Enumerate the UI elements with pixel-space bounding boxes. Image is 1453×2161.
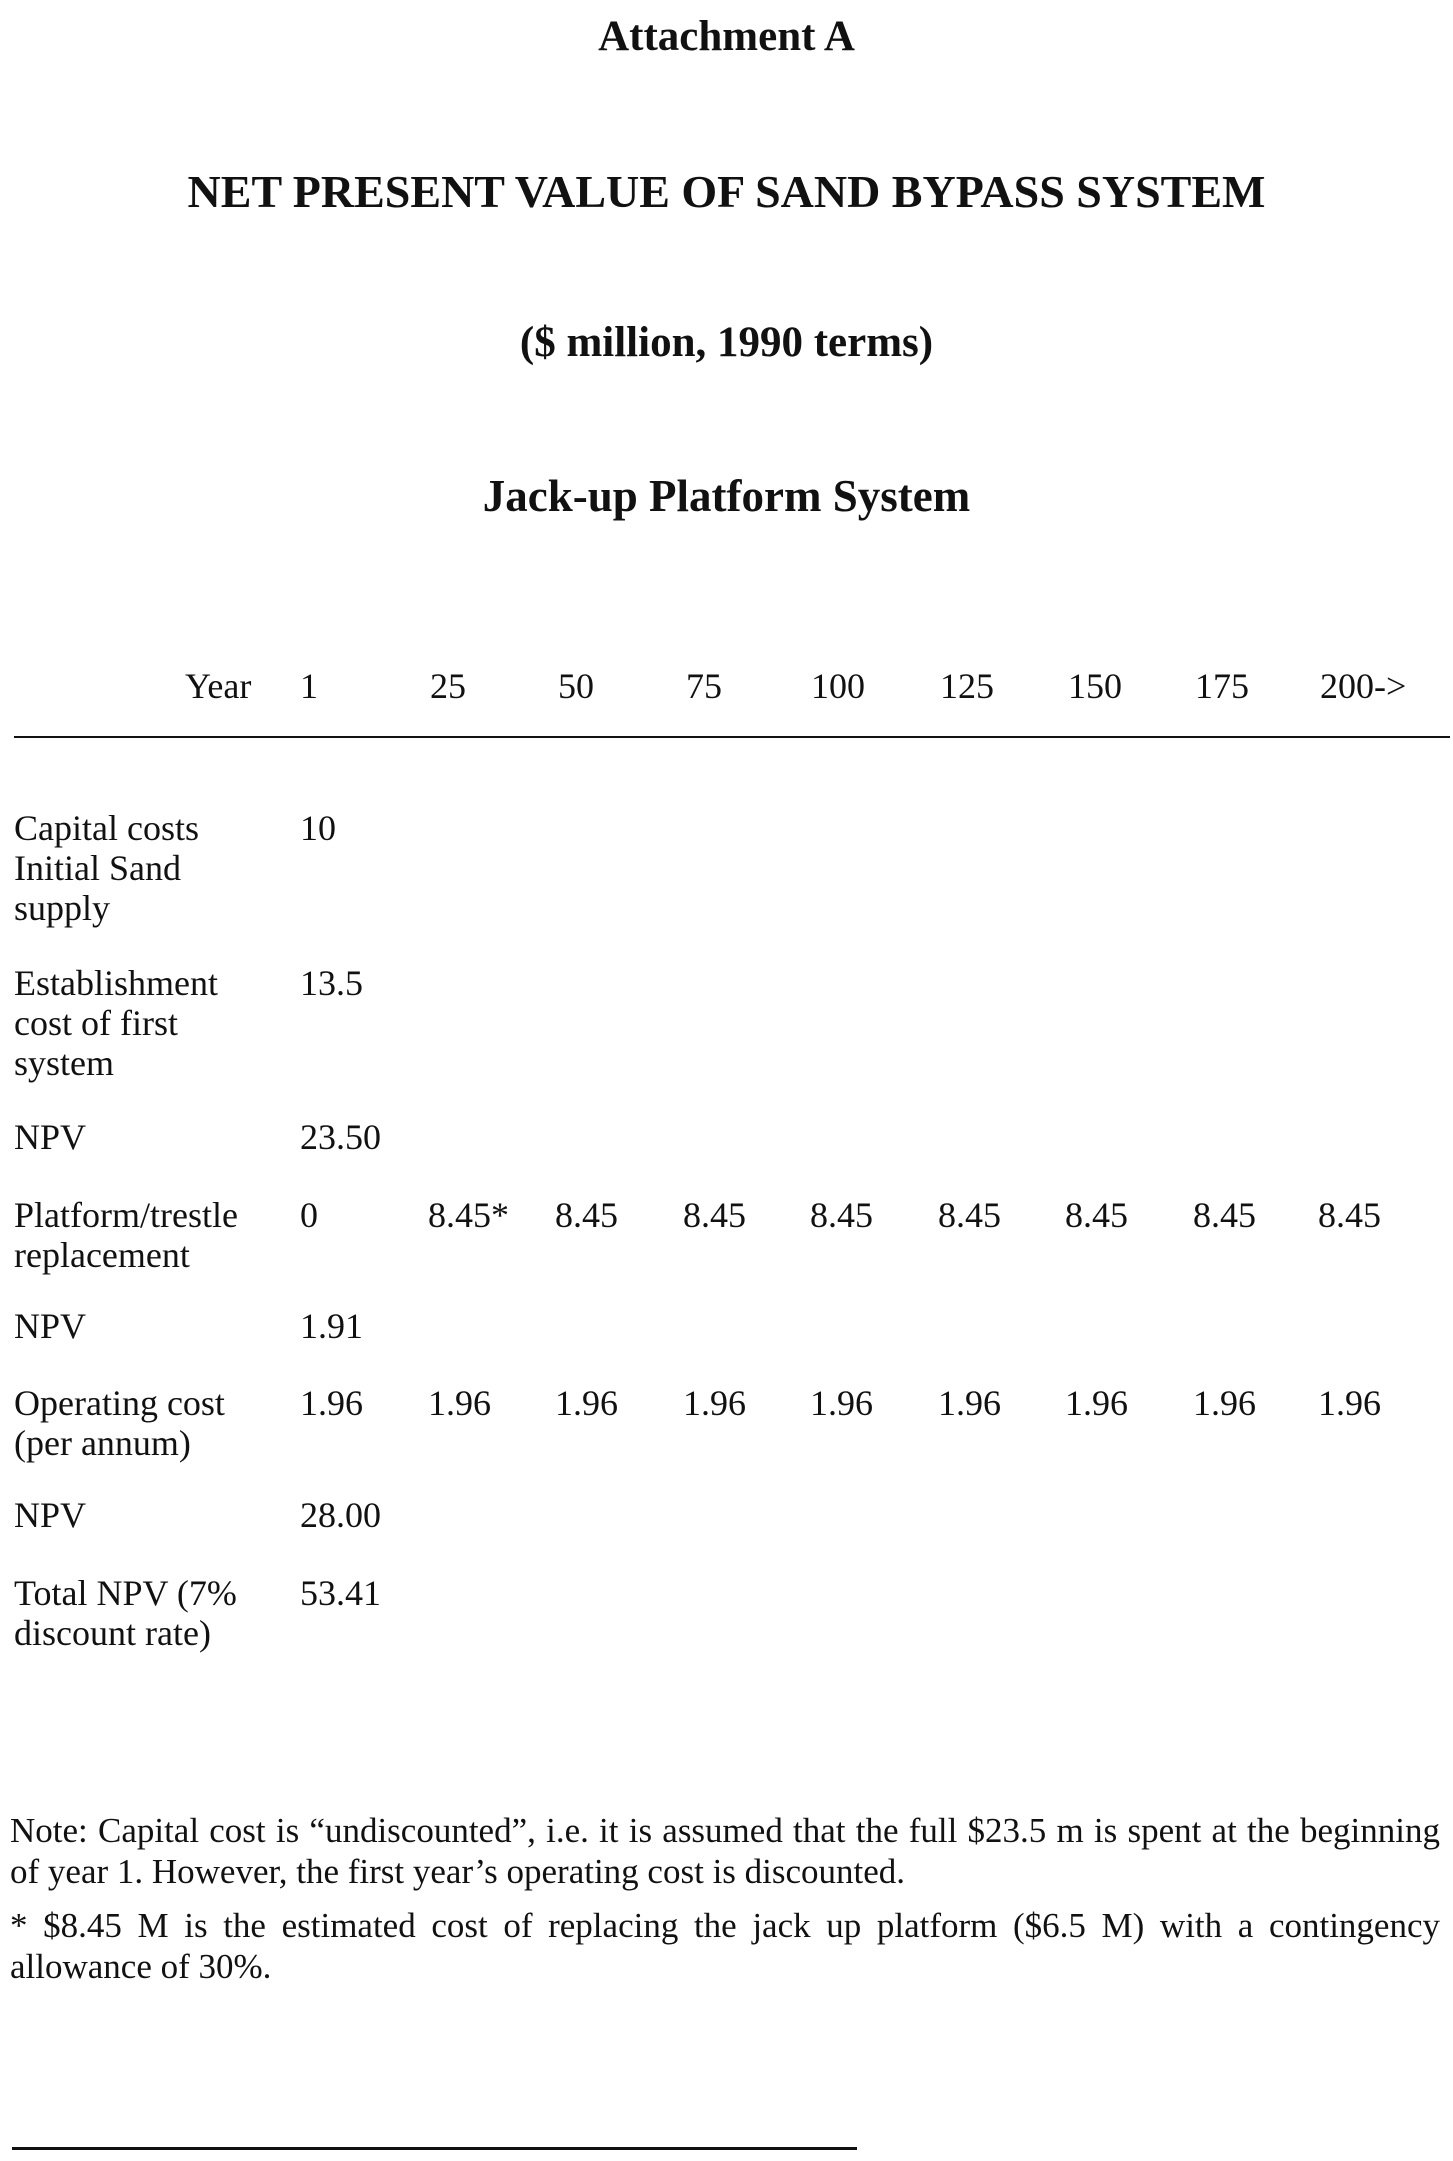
row-label: Platform/trestle replacement (14, 1195, 238, 1275)
footer-rule (12, 2147, 857, 2150)
row-label: NPV (14, 1495, 87, 1535)
document-title: NET PRESENT VALUE OF SAND BYPASS SYSTEM (187, 166, 1266, 217)
row-label: Establishment cost of first system (14, 963, 218, 1083)
units-subtitle: ($ million, 1990 terms) (519, 319, 934, 366)
row-value: 1.96 (555, 1383, 618, 1423)
row-value: 8.45 (1065, 1195, 1128, 1235)
year-header-cell: 125 (940, 666, 994, 706)
row-value: 8.45 (555, 1195, 618, 1235)
year-header-cell: 75 (686, 666, 722, 706)
row-value: 1.96 (300, 1383, 363, 1423)
row-value: 8.45 (810, 1195, 873, 1235)
replacement-cost-footnote: * $8.45 M is the estimated cost of replacing the jack up platform ($6.5 M) with a contingency allowance of 30%. (10, 1906, 1440, 1986)
row-label: NPV (14, 1306, 87, 1346)
row-value: 53.41 (300, 1573, 381, 1613)
row-value: 1.96 (938, 1383, 1001, 1423)
row-label: Total NPV (7% discount rate) (14, 1573, 237, 1653)
row-label: Operating cost (per annum) (14, 1383, 225, 1463)
year-header-cell: 25 (430, 666, 466, 706)
row-value: 1.91 (300, 1306, 363, 1346)
row-value: 1.96 (1065, 1383, 1128, 1423)
attachment-heading: Attachment A (598, 13, 855, 60)
row-value: 8.45 (1318, 1195, 1381, 1235)
row-value: 10 (300, 808, 336, 848)
year-header-cell: 175 (1195, 666, 1249, 706)
row-label: Capital costs Initial Sand supply (14, 808, 199, 928)
year-header-label: Year (185, 666, 252, 706)
row-value: 1.96 (428, 1383, 491, 1423)
row-value: 8.45* (428, 1195, 509, 1235)
header-rule (14, 736, 1450, 738)
row-label: NPV (14, 1117, 87, 1157)
capital-cost-note: Note: Capital cost is “undiscounted”, i.e. it is assumed that the full $23.5 m is spent at the beginning of year 1. However, the first year’s operating cost is discounted. (10, 1811, 1440, 1891)
row-value: 0 (300, 1195, 318, 1235)
year-header-cell: 150 (1068, 666, 1122, 706)
row-value: 1.96 (810, 1383, 873, 1423)
row-value: 8.45 (683, 1195, 746, 1235)
row-value: 1.96 (683, 1383, 746, 1423)
row-value: 8.45 (938, 1195, 1001, 1235)
year-header-cell: 200-> (1320, 666, 1407, 706)
row-value: 23.50 (300, 1117, 381, 1157)
year-header-cell: 100 (811, 666, 865, 706)
year-header-cell: 50 (558, 666, 594, 706)
system-heading: Jack-up Platform System (482, 471, 971, 521)
row-value: 1.96 (1318, 1383, 1381, 1423)
year-header-cell: 1 (300, 666, 318, 706)
row-value: 8.45 (1193, 1195, 1256, 1235)
row-value: 13.5 (300, 963, 363, 1003)
row-value: 28.00 (300, 1495, 381, 1535)
row-value: 1.96 (1193, 1383, 1256, 1423)
